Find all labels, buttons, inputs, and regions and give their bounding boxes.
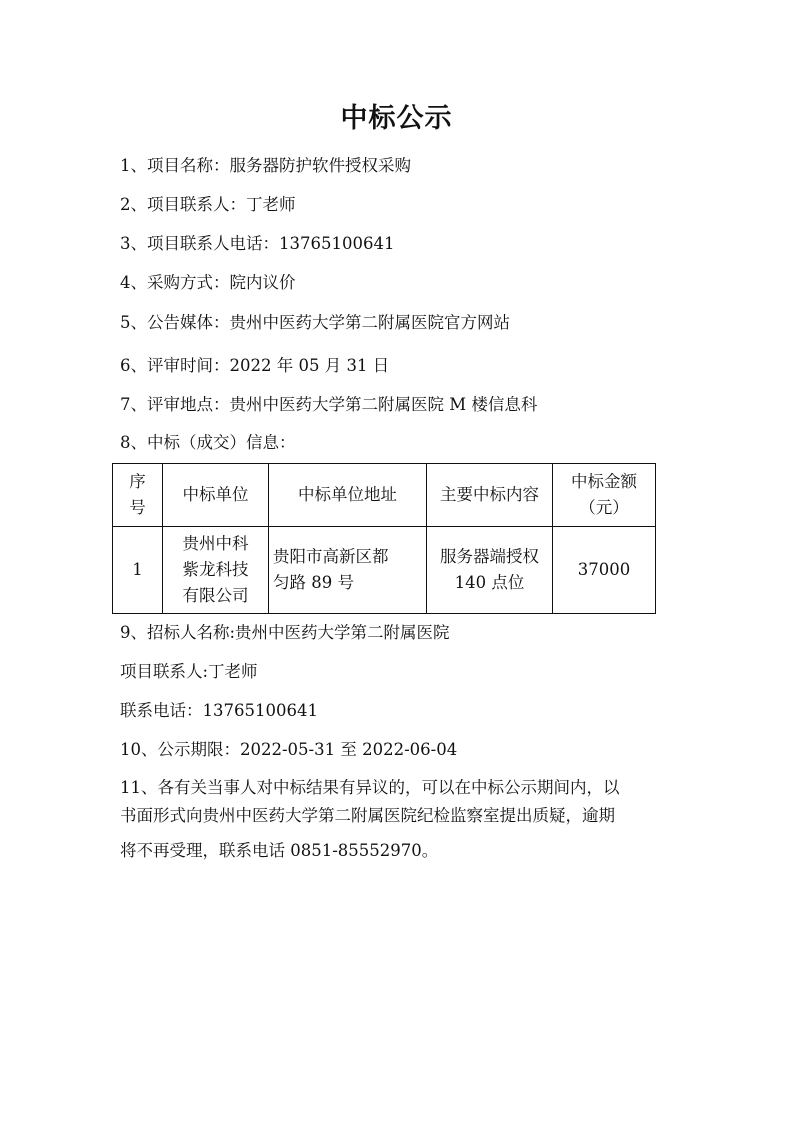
item-contact: 2、项目联系人：丁老师 [120,195,296,214]
table-row [113,527,656,614]
header-content: 主要中标内容 [427,464,553,527]
item-tenderer-phone: 联系电话：13765100641 [120,701,318,720]
header-address: 中标单位地址 [269,464,427,527]
item-objection-line-2: 书面形式向贵州中医药大学第二附属医院纪检监察室提出质疑，逾期 [120,806,615,825]
item-period: 10、公示期限：2022-05-31 至 2022-06-04 [120,740,458,759]
table-header-row [113,464,656,527]
item-project-name: 1、项目名称：服务器防护软件授权采购 [120,156,411,175]
cell-content: 服务器端授权 140 点位 [427,527,553,614]
page-title: 中标公示 [340,103,453,134]
item-method: 4、采购方式：院内议价 [120,273,296,292]
item-award-info: 8、中标（成交）信息： [120,433,296,452]
cell-address: 贵阳市高新区都 匀路 89 号 [269,527,427,614]
item-phone: 3、项目联系人电话：13765100641 [120,234,395,253]
header-unit: 中标单位 [163,464,269,527]
item-tenderer-contact: 项目联系人:丁老师 [120,662,258,681]
cell-amount: 37000 [553,527,656,614]
item-review-time: 6、评审时间：2022 年 05 月 31 日 [120,356,390,375]
award-table [112,463,656,614]
item-review-place: 7、评审地点：贵州中医药大学第二附属医院 M 楼信息科 [120,395,538,414]
item-tenderer: 9、招标人名称:贵州中医药大学第二附属医院 [120,623,450,642]
header-seq: 序 号 [113,464,163,527]
item-media: 5、公告媒体：贵州中医药大学第二附属医院官方网站 [120,313,510,332]
cell-seq: 1 [113,527,163,614]
item-objection-line-3: 将不再受理，联系电话 0851-85552970。 [120,841,439,860]
header-amount: 中标金额 （元） [553,464,656,527]
item-objection-line-1: 11、各有关当事人对中标结果有异议的，可以在中标公示期间内，以 [120,778,620,797]
cell-unit: 贵州中科 紫龙科技 有限公司 [163,527,269,614]
